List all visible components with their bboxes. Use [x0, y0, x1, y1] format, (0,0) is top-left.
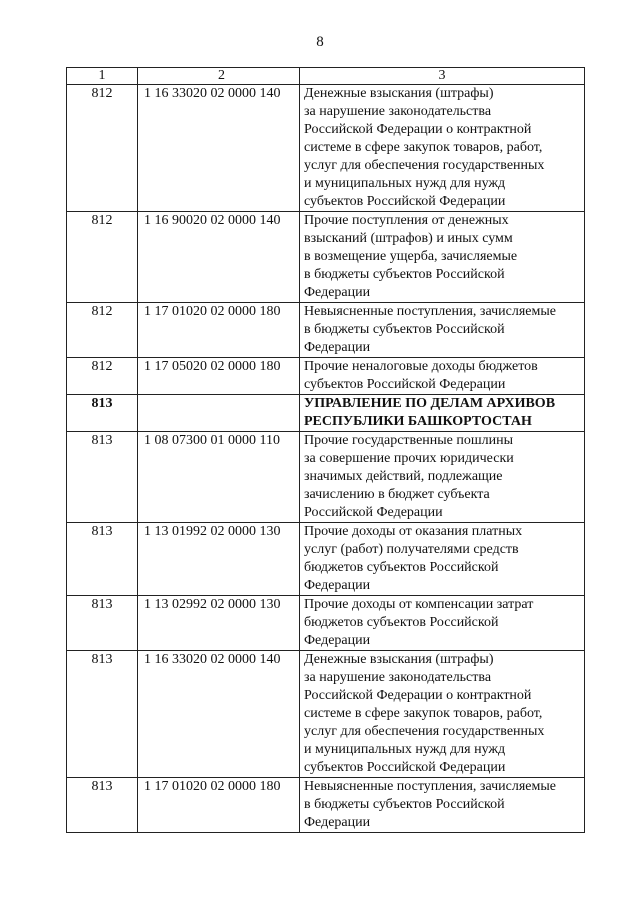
header-col-1: 1	[67, 68, 138, 85]
income-name-cell: Прочие государственные пошлины за совершение прочих юридически значимых действий, подлежащие зачислению в бюджет субъекта Российской Федерации	[300, 432, 585, 523]
table-row	[67, 432, 585, 523]
income-name-cell: Прочие неналоговые доходы бюджетов субъектов Российской Федерации	[300, 358, 585, 395]
income-name-cell: Денежные взыскания (штрафы) за нарушение законодательства Российской Федерации о контрактной системе в сфере закупок товаров, работ, услуг для обеспечения государственных и муниципальных нужд для нужд субъектов Российской Федерации	[300, 651, 585, 778]
admin-code-cell: 813	[67, 523, 138, 596]
income-name-cell: Прочие доходы от оказания платных услуг (работ) получателями средств бюджетов субъектов Российской Федерации	[300, 523, 585, 596]
income-name-cell: Денежные взыскания (штрафы) за нарушение законодательства Российской Федерации о контрактной системе в сфере закупок товаров, работ, услуг для обеспечения государственных и муниципальных нужд для нужд субъектов Российской Федерации	[300, 85, 585, 212]
budget-code-cell: 1 16 33020 02 0000 140	[138, 651, 300, 778]
header-col-3: 3	[300, 68, 585, 85]
table-row	[67, 212, 585, 303]
admin-code-cell: 813	[67, 395, 138, 432]
admin-code-cell: 812	[67, 358, 138, 395]
budget-code-cell: 1 16 90020 02 0000 140	[138, 212, 300, 303]
income-name-cell: Прочие поступления от денежных взысканий (штрафов) и иных сумм в возмещение ущерба, зачисляемые в бюджеты субъектов Российской Федерации	[300, 212, 585, 303]
table-body	[67, 85, 585, 833]
table-row	[67, 778, 585, 833]
admin-code-cell: 813	[67, 596, 138, 651]
table-header-row	[67, 68, 585, 85]
table-row	[67, 395, 585, 432]
admin-code-cell: 813	[67, 651, 138, 778]
income-name-cell: Прочие доходы от компенсации затрат бюджетов субъектов Российской Федерации	[300, 596, 585, 651]
admin-code-cell: 812	[67, 303, 138, 358]
revenue-codes-table	[66, 67, 585, 833]
budget-code-cell	[138, 395, 300, 432]
income-name-cell: Невыясненные поступления, зачисляемые в бюджеты субъектов Российской Федерации	[300, 778, 585, 833]
table-row	[67, 596, 585, 651]
budget-code-cell: 1 17 05020 02 0000 180	[138, 358, 300, 395]
table-row	[67, 85, 585, 212]
admin-code-cell: 812	[67, 85, 138, 212]
table-row	[67, 523, 585, 596]
income-name-cell: Невыясненные поступления, зачисляемые в бюджеты субъектов Российской Федерации	[300, 303, 585, 358]
budget-code-cell: 1 17 01020 02 0000 180	[138, 303, 300, 358]
header-col-2: 2	[138, 68, 300, 85]
table-row	[67, 303, 585, 358]
table-row	[67, 651, 585, 778]
budget-code-cell: 1 13 01992 02 0000 130	[138, 523, 300, 596]
budget-code-cell: 1 08 07300 01 0000 110	[138, 432, 300, 523]
budget-code-cell: 1 13 02992 02 0000 130	[138, 596, 300, 651]
admin-code-cell: 813	[67, 432, 138, 523]
page-number: 8	[316, 34, 324, 50]
budget-code-cell: 1 16 33020 02 0000 140	[138, 85, 300, 212]
admin-code-cell: 812	[67, 212, 138, 303]
admin-code-cell: 813	[67, 778, 138, 833]
table-row	[67, 358, 585, 395]
budget-code-cell: 1 17 01020 02 0000 180	[138, 778, 300, 833]
income-name-cell: УПРАВЛЕНИЕ ПО ДЕЛАМ АРХИВОВ РЕСПУБЛИКИ БАШКОРТОСТАН	[300, 395, 585, 432]
